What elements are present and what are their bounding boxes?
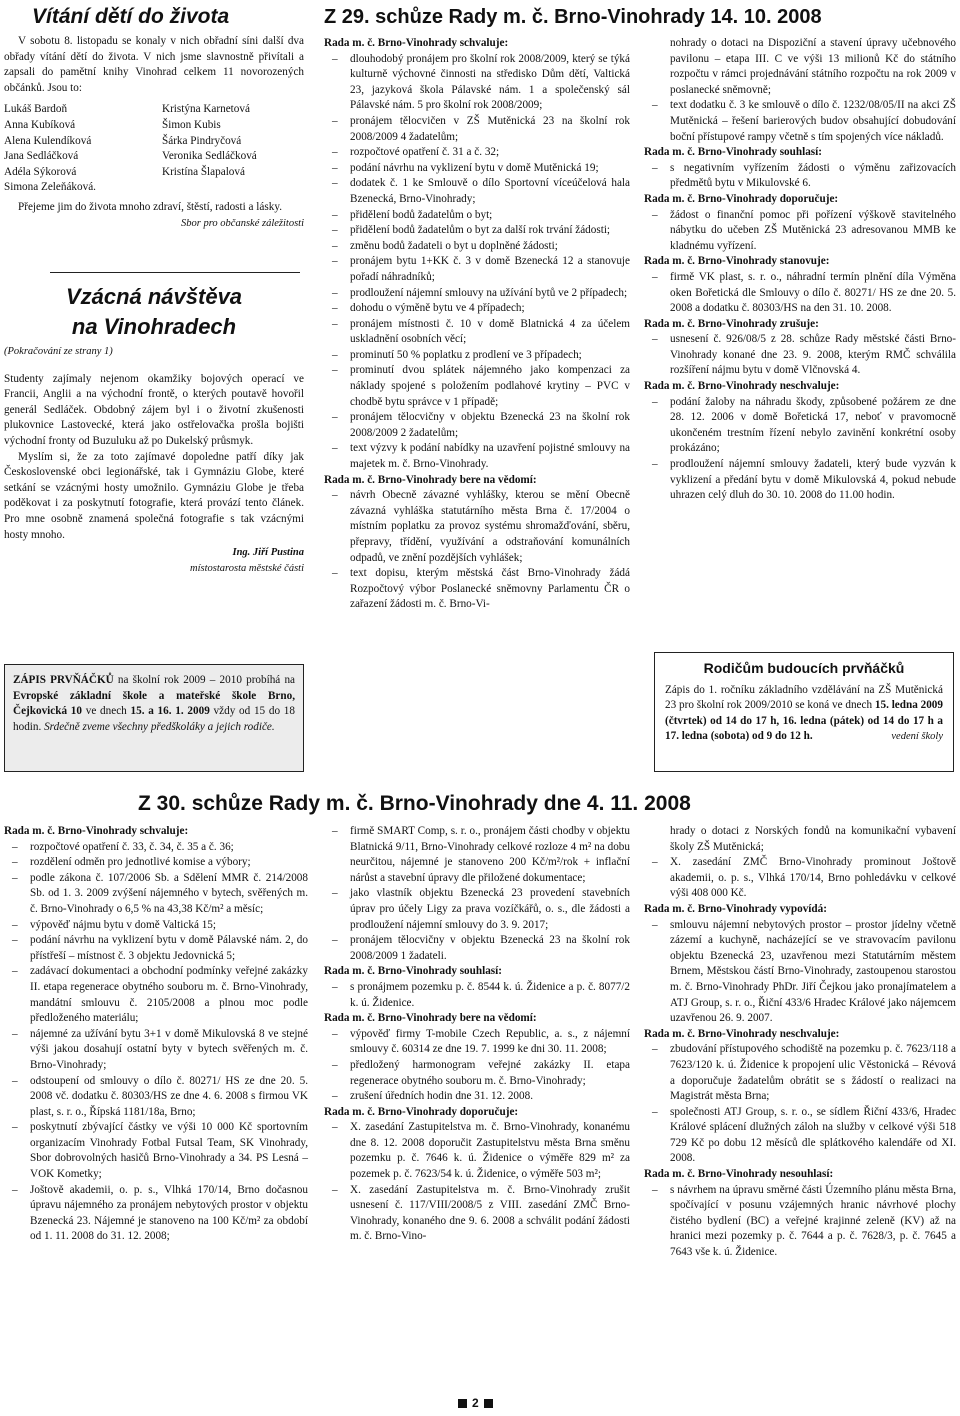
list-item: – předložený harmonogram veřejné zakázky II. etapa regenerace obytného souboru m. č. Brno-Vinohrady; (324, 1058, 630, 1089)
list-item: – výpověď firmy T-mobile Czech Republic, a. s., z nájemní smlouvy č. 60314 ze dne 19. 7. 1999 ke dni 30. 11. 2008; (324, 1027, 630, 1058)
z30-list-neschvaluje (644, 1042, 956, 1167)
z29-heading-doporucuje: Rada m. č. Brno-Vinohrady doporučuje: (644, 192, 839, 205)
name-item: Jana Sedláčková (4, 150, 79, 163)
wish-text: Přejeme jim do života mnoho zdraví, štěstí, radosti a lásky. (18, 200, 282, 213)
parents-box-text (665, 683, 943, 745)
z29-col1-heading: Rada m. č. Brno-Vinohrady schvaluje: (324, 37, 509, 49)
enrollment-box (4, 664, 304, 772)
names-grid (4, 102, 304, 196)
list-item: – X. zasedání Zastupitelstva m. č. Brno-Vinohrady zrušit usnesení č. 117/VIII/2008/5 z VIII. zasedání ZMČ Brno-Vinohrady, konaného dne 9. 6. 2008 a schválit podání žádosti m. č. Brno-Vino- (324, 1183, 630, 1245)
parents-box-title: Rodičům budoucích prvňáčků (703, 660, 905, 676)
list-item: – zbudování přístupového schodiště na pozemku p. č. 7623/118 a 7623/120 k. ú. Židenice k propojení ulic Věstonická – Révová a doporučuje žadatelům obrátit se s žádostí o realizaci na Magistrát města Brna; (644, 1042, 956, 1104)
z29-heading-zrusuje: Rada m. č. Brno-Vinohrady zrušuje: (644, 317, 819, 330)
name-item: Lukáš Bardoň (4, 103, 68, 116)
enrollment-t3: vždy od 15 do 18 hodin. (13, 705, 295, 733)
name-item: Simona Zeleňáková. (4, 181, 96, 194)
z29-col1-list-2 (324, 488, 630, 613)
welcome-signature: Sbor pro občanské záležitosti (181, 217, 304, 229)
list-item: – smlouvu nájemní nebytových prostor – prostor jídelny včetně zázemí a kuchyně, nacházející se ve stravovacím pavilonu objektu Bzenecká 23, uzavřenou mezi Statutárním městem Brnem, Městskou částí Brno-Vinohrady, zastoupenou starostou m. č. Brno-Vinohrady PhDr. Jiří Čejkou jako pronajímatelem a ATJ Group, s. r. o., Řiční 433/6 Hradec Králové jako nájemcem uzavřenou 26. 9. 2007. (644, 918, 956, 1027)
z30-heading-bere: Rada m. č. Brno-Vinohrady bere na vědomí: (324, 1012, 537, 1025)
name-item: Anna Kubíková (4, 118, 76, 131)
z29-list-stanovuje (644, 270, 956, 317)
visit-paragraph-1: Studenty zajímaly nejenom okamžiky bojových operací ve Francii, Anglii a na východní frontě, o kterých poutavě hovořil generál Sedláček. Obdobný zájem byl i o životní zkušenosti plukovnice Lastovecké, která jako ostřelovačka prošla bojišti východní fronty od Buzuluku až po Dukelský průsmyk. (4, 372, 304, 447)
enrollment-dates: 15. a 16. 1. 2009 (130, 705, 210, 718)
list-item: – pronájem tělocvičny v objektu Bzenecká 23 na školní rok 2008/2009 1 žadateli. (324, 933, 630, 964)
z30-title: Z 30. schůze Rady m. č. Brno-Vinohrady dne 4. 11. 2008 (138, 792, 691, 815)
list-item: – pronájem místnosti č. 10 v domě Blatnická 4 za účelem uskladnění osobních věcí; (324, 317, 630, 348)
name-item: Kristýna Karnetová (162, 103, 250, 116)
list-item: – prominutí dvou splátek nájemného jako kompenzaci za náklady spojené s položením podlahové krytiny – PVC v chodbě bytu správce v 1 případě; (324, 363, 630, 410)
list-item: – rozpočtové opatření č. 31 a č. 32; (324, 145, 630, 161)
list-item: – firmě VK plast, s. r. o., náhradní termín plnění díla Výměna oken Bořetická dle Smlouvy o dílo č. 80271/ HS ze dne 20. 5. 2008 a dodatku č. 80303/HS na den 31. 10. 2008. (644, 270, 956, 317)
list-item: – rozpočtové opatření č. 33, č. 34, č. 35 a č. 36; (4, 840, 308, 856)
parents-signature: vedení školy (891, 731, 943, 743)
z30-column-2 (324, 824, 630, 1245)
z29-col1-list (324, 52, 630, 473)
welcome-wish (4, 200, 304, 229)
enrollment-text (13, 673, 295, 735)
z29-col2-list-a (644, 98, 956, 145)
list-item: – výpověď nájmu bytu v domě Valtická 15; (4, 918, 308, 934)
visit-author-role: místostarosta městské části (190, 562, 304, 574)
z30-list-doporucuje (324, 1120, 630, 1245)
list-item: – rozdělení odměn pro jednotlivé komise a výbory; (4, 855, 308, 871)
list-item: – firmě SMART Comp, s. r. o., pronájem části chodby v objektu Blatnická 9/11, Brno-Vinohrady celkové rozloze 4 m² na dobu neurčitou, nájemné je stanoveno 200 Kč/m²/rok + inflační nárůst a stavební úpravy dle přiložené dokumentace; (324, 824, 630, 886)
list-item: – zrušení úředních hodin dne 31. 12. 2008. (324, 1089, 630, 1105)
list-item: – odstoupení od smlouvy o dílo č. 80271/ HS ze dne 20. 5. 2008 vč. dodatku č. 80303/HS ze dne 4. 6. 2008 s firmou VK plast, s. r. o., Řípská 1181/18a, Brno; (4, 1074, 308, 1121)
list-item: – prominutí 50 % poplatku z prodlení ve 3 případech; (324, 348, 630, 364)
z30-list-bere (324, 1027, 630, 1105)
visit-title-line-1: Vzácná návštěva (65, 284, 243, 309)
list-item: – přidělení bodů žadatelům o byt; (324, 208, 630, 224)
divider-line (50, 272, 300, 273)
z29-column-1 (324, 36, 630, 613)
z29-heading-stanovuje: Rada m. č. Brno-Vinohrady stanovuje: (644, 255, 830, 268)
parents-box (654, 652, 954, 772)
z30-column-1 (4, 824, 308, 1245)
z30-column-3 (644, 824, 956, 1261)
list-item: – usnesení č. 926/08/5 z 28. schůze Rady městské části Brno-Vinohrady konané dne 23. 9. 2008, kterým RMČ schválila rozšíření nájmu bytu v domě Vlčnovská 4. (644, 332, 956, 379)
name-item: Kristína Šlapalová (162, 165, 245, 178)
name-item: Šimon Kubis (162, 118, 221, 131)
visit-author: Ing. Jiří Pustina (232, 547, 304, 559)
enrollment-lead: ZÁPIS PRVŇÁČKŮ (13, 674, 114, 686)
z30-heading-neschvaluje: Rada m. č. Brno-Vinohrady neschvaluje: (644, 1027, 840, 1040)
welcome-title: Vítání dětí do života (32, 5, 230, 28)
names-col-1 (4, 102, 152, 196)
list-item: – pronájem tělocvičny v objektu Bzenecká 23 na školní rok 2008/2009 2 žadatelům; (324, 410, 630, 441)
z30-col1-list (4, 840, 308, 1245)
z29-heading-souhlasi: Rada m. č. Brno-Vinohrady souhlasí: (644, 146, 822, 159)
z29-col1-heading-2: Rada m. č. Brno-Vinohrady bere na vědomí: (324, 473, 537, 486)
z29-title: Z 29. schůze Rady m. č. Brno-Vinohrady 14. 10. 2008 (324, 6, 822, 28)
z29-list-neschvaluje (644, 395, 956, 504)
list-item: – prodloužení nájemní smlouvy na užívání bytů ve 2 případech; (324, 286, 630, 302)
list-item: – zadávací dokumentaci a obchodní podmínky veřejné zakázky II. etapa regenerace obytného souboru m. č. Brno-Vinohrady, mandátní smlouvu č. 2105/2008 a plnou moc podle předloženého materiálu; (4, 964, 308, 1026)
z29-list-doporucuje (644, 208, 956, 255)
z30-col3-list-a (644, 855, 956, 902)
z29-list-souhlasi (644, 161, 956, 192)
list-item: – podle zákona č. 107/2006 Sb. a Sdělení MMR č. 214/2008 Sb. od 1. 3. 2009 zvýšení nájemného v bytech, svěřených m. č. Brno-Vinohrady o 6,5 % na 43,38 Kč/m² a měsíc; (4, 871, 308, 918)
z29-col2-continuation: nohrady o dotaci na Dispoziční a stavení úpravy učebnového pavilonu – etapa III. C ve výši 13 milionů Kč do státního rozpočtu v rámci projednávání státního rozpočtu na rok 2009 v poslanecké sněmovně; (670, 37, 956, 96)
z30-list-souhlasi (324, 980, 630, 1011)
enrollment-t1: na školní rok 2009 – 2010 probíhá na (113, 674, 295, 686)
welcome-intro: V sobotu 8. listopadu se konaly v nich obřadní síni další dva obřady vítání dětí do života. V nich jsme slavnostně přivítali a zapsali do pamětní knihy Vinohrad celkem 11 novorozených občánků. Jsou to: (4, 35, 304, 94)
visit-continued: (Pokračování ze strany 1) (4, 346, 113, 357)
list-item: – Joštově akademii, o. p. s., Vlhká 170/14, Brno dočasnou úpravu nájemného za pronájem nebytových prostor v objektu Bzenecká 23. Nájemné je stanoveno na 100 Kč/m² za období od 1. 11. 2008 do 31. 12. 2008; (4, 1183, 308, 1245)
name-item: Šárka Pindryčová (162, 134, 242, 147)
z30-col1-heading: Rada m. č. Brno-Vinohrady schvaluje: (4, 825, 189, 837)
list-item: – dohodu o výměně bytu ve 4 případech; (324, 301, 630, 317)
list-item: – jako vlastník objektu Bzenecká 23 provedení stavebních úprav pro účely Ligy za prava vozíčkářů, o. s., dle žádosti a prodloužení nájemní smlouvy do 3. 9. 2017; (324, 886, 630, 933)
list-item: – s pronájmem pozemku p. č. 8544 k. ú. Židenice a p. č. 8077/2 k. ú. Židenice. (324, 980, 630, 1011)
list-item: – X. zasedání Zastupitelstva m. č. Brno-Vinohrady, konanému dne 8. 12. 2008 doporučit Zastupitelstvu města Brna směnu pozemku p. č. 7646 k. ú. Židenice o výměře 829 m² za pozemek p. č. 7623/54 k. ú. Židenice, o výměře 503 m²; (324, 1120, 630, 1182)
list-item: – s negativním vyřízením žádosti o výměnu zařizovacích předmětů bytu v Mikulovské 6. (644, 161, 956, 192)
list-item: – žádost o finanční pomoc při pořízení výškově stavitelného nábytku do učeben ZŠ Mutěnická 23 adresovanou MMB ke kladnému vyřízení. (644, 208, 956, 255)
names-col-2 (162, 102, 310, 196)
enrollment-school: Evropské základní škole a mateřské škole Brno, Čejkovická 10 (13, 689, 295, 718)
page-number (458, 1396, 493, 1410)
list-item: – návrh Obecně závazné vyhlášky, kterou se mění Obecně závazná vyhláška statutárního města Brna č. 17/2004 o místním poplatku za provoz systému shromažďování, sběru, přepravy, třídění, využívání a odstraňování komunálních odpadů, ve znění pozdějších vyhlášek; (324, 488, 630, 566)
list-item: – pronájem tělocvičen v ZŠ Mutěnická 23 na školní rok 2008/2009 4 žadatelům; (324, 114, 630, 145)
z29-column-2 (644, 36, 956, 504)
list-item: – podání návrhu na vyklizení bytu v domě Pálavské nám. 2, do přístřeší – místnost č. 3 objektu Jedovnická 5; (4, 933, 308, 964)
z29-heading-neschvaluje: Rada m. č. Brno-Vinohrady neschvaluje: (644, 380, 840, 393)
parents-dates: 15. ledna 2009 (čtvrtek) od 14 do 17 h, 16. ledna (pátek) od 14 do 17 h a 17. ledna (sobota) od 9 do 12 h. (665, 699, 943, 743)
name-item: Alena Kulendíková (4, 134, 92, 147)
z30-heading-vypovida: Rada m. č. Brno-Vinohrady vypovídá: (644, 902, 827, 915)
square-bullet-icon (484, 1399, 493, 1408)
z30-list-vypovida (644, 918, 956, 1027)
z30-col3-continuation: hrady o dotaci z Norských fondů na komunikační vybavení školy ZŠ Mutěnická; (670, 825, 956, 853)
list-item: – změnu bodů žadateli o byt u doplněné žádosti; (324, 239, 630, 255)
list-item: – text výzvy k podání nabídky na uzavření pojistné smlouvy na majetek m. č. Brno-Vinohrady. (324, 441, 630, 472)
list-item: – prodloužení nájemní smlouvy žadateli, který bude vyzván k vyklizení a předání bytu v domě Mikulovská 4, pokud nebude uhrazen celý dluh do 30. 10. 2008 do 11.00 hodin. (644, 457, 956, 504)
list-item: – s návrhem na úpravu směrné části Územního plánu města Brna, spočívající v posunu vzájemných hranic návrhové plochy čistého bydlení (BC) a veřejné krajinné zeleně (KV) až na hranici mezi pozemky p. č. 7644 a p. č. 7628/3, p. č. 7645 a 7643 vše k. ú. Židenice. (644, 1183, 956, 1261)
name-item: Veronika Sedláčková (162, 150, 257, 163)
list-item: – dodatek č. 1 ke Smlouvě o dílo Sportovní víceúčelová hala Bzenecká, Brno-Vinohrady; (324, 176, 630, 207)
visit-article (4, 282, 304, 576)
enrollment-invite: Srdečně zveme všechny předškoláky a jejich rodiče. (44, 720, 275, 733)
z30-col2-list-a (324, 824, 630, 964)
welcome-article (4, 4, 304, 231)
list-item: – pronájem bytu 1+KK č. 3 v domě Bzenecká 12 a stanovuje pořadí náhradníků; (324, 254, 630, 285)
list-item: – přidělení bodů žadatelům o byt za další rok trvání žádosti; (324, 223, 630, 239)
list-item: – podání žaloby na náhradu škody, způsobené požárem ze dne 28. 12. 2006 v domě Bořetická 17, neboť v pravomocně ukončeném trestním řízení nebylo zavinění konkrétní osoby prokázáno; (644, 395, 956, 457)
name-item: Adéla Sýkorová (4, 165, 77, 178)
list-item: – podání návrhu na vyklizení bytu v domě Mutěnická 19; (324, 161, 630, 177)
list-item: – text dopisu, kterým městská část Brno-Vinohrady žádá Rozpočtový výbor Poslanecké sněmovny Parlamentu ČR o zařazení žádosti m. č. Brno-Vi- (324, 566, 630, 613)
square-bullet-icon (458, 1399, 467, 1408)
list-item: – společnosti ATJ Group, s. r. o., se sídlem Řiční 433/6, Hradec Králové splácení dlužných záloh na služby v celkové výši 518 729 Kč po dobu 12 měsíců dle splátkového kalendáře od XI. 2008. (644, 1105, 956, 1167)
list-item: – X. zasedání ZMČ Brno-Vinohrady prominout Joštově akademii, o. p. s., Vlhká 170/14, Brno pohledávku v celkové výši 408 000 Kč. (644, 855, 956, 902)
visit-title-line-2: na Vinohradech (71, 314, 237, 339)
z30-heading-souhlasi: Rada m. č. Brno-Vinohrady souhlasí: (324, 965, 502, 978)
parents-t1: Zápis do 1. ročníku základního vzdělávání na ZŠ Mutěnická 23 pro školní rok 2009/2010 se koná ve dnech (665, 683, 943, 712)
list-item: – text dodatku č. 3 ke smlouvě o dílo č. 1232/08/05/II na akci ZŠ Mutěnická – řešení barierových budov obsahující dobudování boční přístupové rampy včetně s tím spojených více nákladů. (644, 98, 956, 145)
list-item: – dlouhodobý pronájem pro školní rok 2008/2009, který se týká kulturně výchovné činnosti na středisko Dům dětí, Valtická 23, jazyková škola Pálavské nám. 1 a společenský sál Pálavské nám. 5 pro školní rok 2008/2009; (324, 52, 630, 114)
z29-list-zrusuje (644, 332, 956, 379)
list-item: – nájemné za užívání bytu 3+1 v domě Mikulovská 8 ve stejné výši jakou dosahují ostatní byty v bytech svěřených m. č. Brno-Vinohrady; (4, 1027, 308, 1074)
z30-list-nesouhlasi (644, 1183, 956, 1261)
page-number-text: 2 (472, 1396, 479, 1410)
list-item: – poskytnutí zbývající částky ve výši 10 000 Kč sportovním organizacím Vinohrady Fotbal Futsal Team, SK Vinohrady, Sbor dobrovolných hasičů Brno-Vinohrady a 34. PS Lesná – VOK Kometky; (4, 1120, 308, 1182)
z30-heading-doporucuje: Rada m. č. Brno-Vinohrady doporučuje: (324, 1105, 519, 1118)
enrollment-t2: ve dnech (82, 705, 131, 718)
z30-heading-nesouhlasi: Rada m. č. Brno-Vinohrady nesouhlasí: (644, 1168, 834, 1181)
visit-paragraph-2: Myslím si, že za toto zajímavé dopoledne patří díky jak Československé obci legionářské, tak i Gymnáziu Globe, které setkání se vzácnými hosty umožnilo. Gymnáziu Globe je třeba poděkovat i za poskytnutí fotografie, která provází tento článek. Pro mne osobně znamená společná fotografie s tak vzácnými hosty mnoho. (4, 450, 304, 541)
